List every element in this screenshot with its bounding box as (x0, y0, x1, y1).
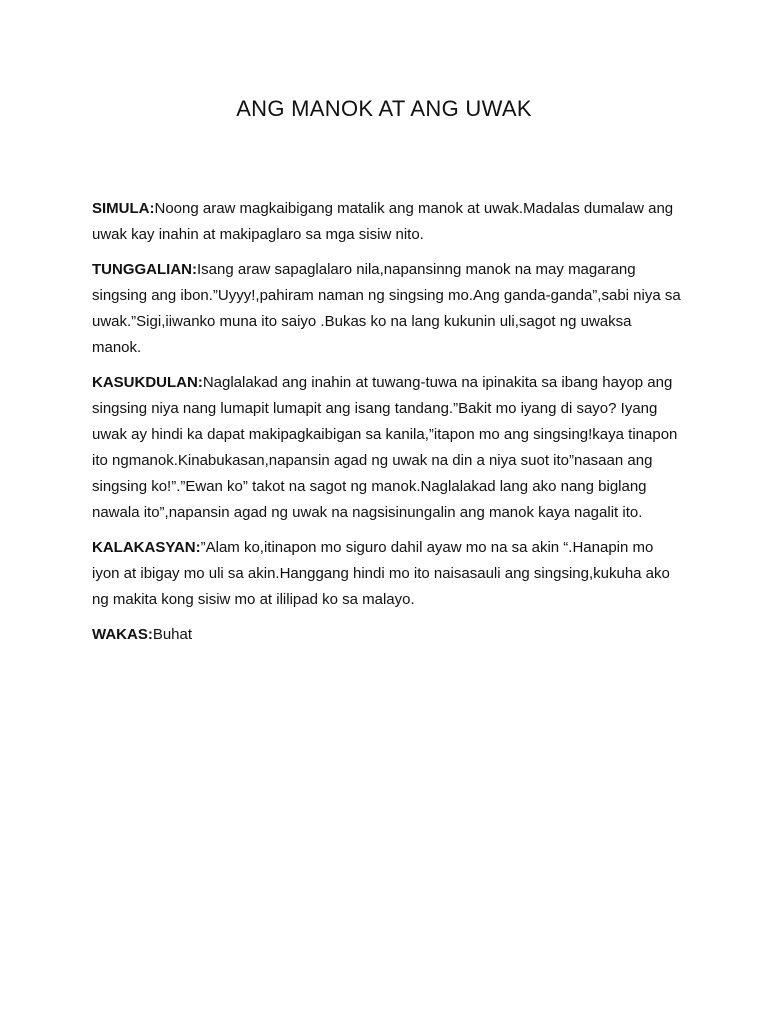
paragraph-wakas (92, 622, 682, 648)
section-label: WAKAS: (92, 626, 153, 643)
paragraph-simula (92, 196, 682, 248)
section-label: KALAKASYAN: (92, 539, 201, 556)
paragraph-kalakasyan (92, 535, 682, 613)
section-label: SIMULA: (92, 200, 155, 217)
section-text: Noong araw magkaibigang matalik ang manok at uwak.Madalas dumalaw ang uwak kay inahin at makipaglaro sa mga sisiw nito. (92, 200, 674, 243)
section-text: Naglalakad ang inahin at tuwang-tuwa na ipinakita sa ibang hayop ang singsing niya nang lumapit lumapit ang isang tandang.”Bakit mo iyang di sayo? Iyang uwak ay hindi ka dapat makipagkaibigan sa kanila,”itapon mo ang singsing!kaya tinapon ito ngmanok.Kinabukasan,napansin agad ng uwak na din a niya suot ito”nasaan ang singsing ko!”.”Ewan ko” takot na sagot ng manok.Naglalakad lang ako nang biglang nawala ito”,napansin agad ng uwak na nagsisinungalin ang manok kaya nagalit ito. (92, 374, 678, 521)
section-text: Isang araw sapaglalaro nila,napansinng manok na may magarang singsing ang ibon.”Uyyy!,pahiram naman ng singsing mo.Ang ganda-ganda”,sabi niya sa uwak.”Sigi,iiwanko muna ito saiyo .Bukas ko na lang kukunin uli,sagot ng uwaksa manok. (92, 261, 681, 356)
document-title: ANG MANOK AT ANG UWAK (236, 96, 532, 121)
section-label: TUNGGALIAN: (92, 261, 197, 278)
section-text: Buhat (152, 626, 193, 643)
section-text: ”Alam ko,itinapon mo siguro dahil ayaw mo na sa akin “.Hanapin mo iyon at ibigay mo uli sa akin.Hanggang hindi mo ito naisasauli ang singsing,kukuha ako ng makita kong sisiw mo at ililipad ko sa malayo. (92, 539, 670, 608)
paragraph-kasukdulan (92, 370, 682, 526)
section-label: KASUKDULAN: (92, 374, 203, 391)
paragraph-tunggalian (92, 257, 682, 361)
document-body (92, 196, 682, 657)
